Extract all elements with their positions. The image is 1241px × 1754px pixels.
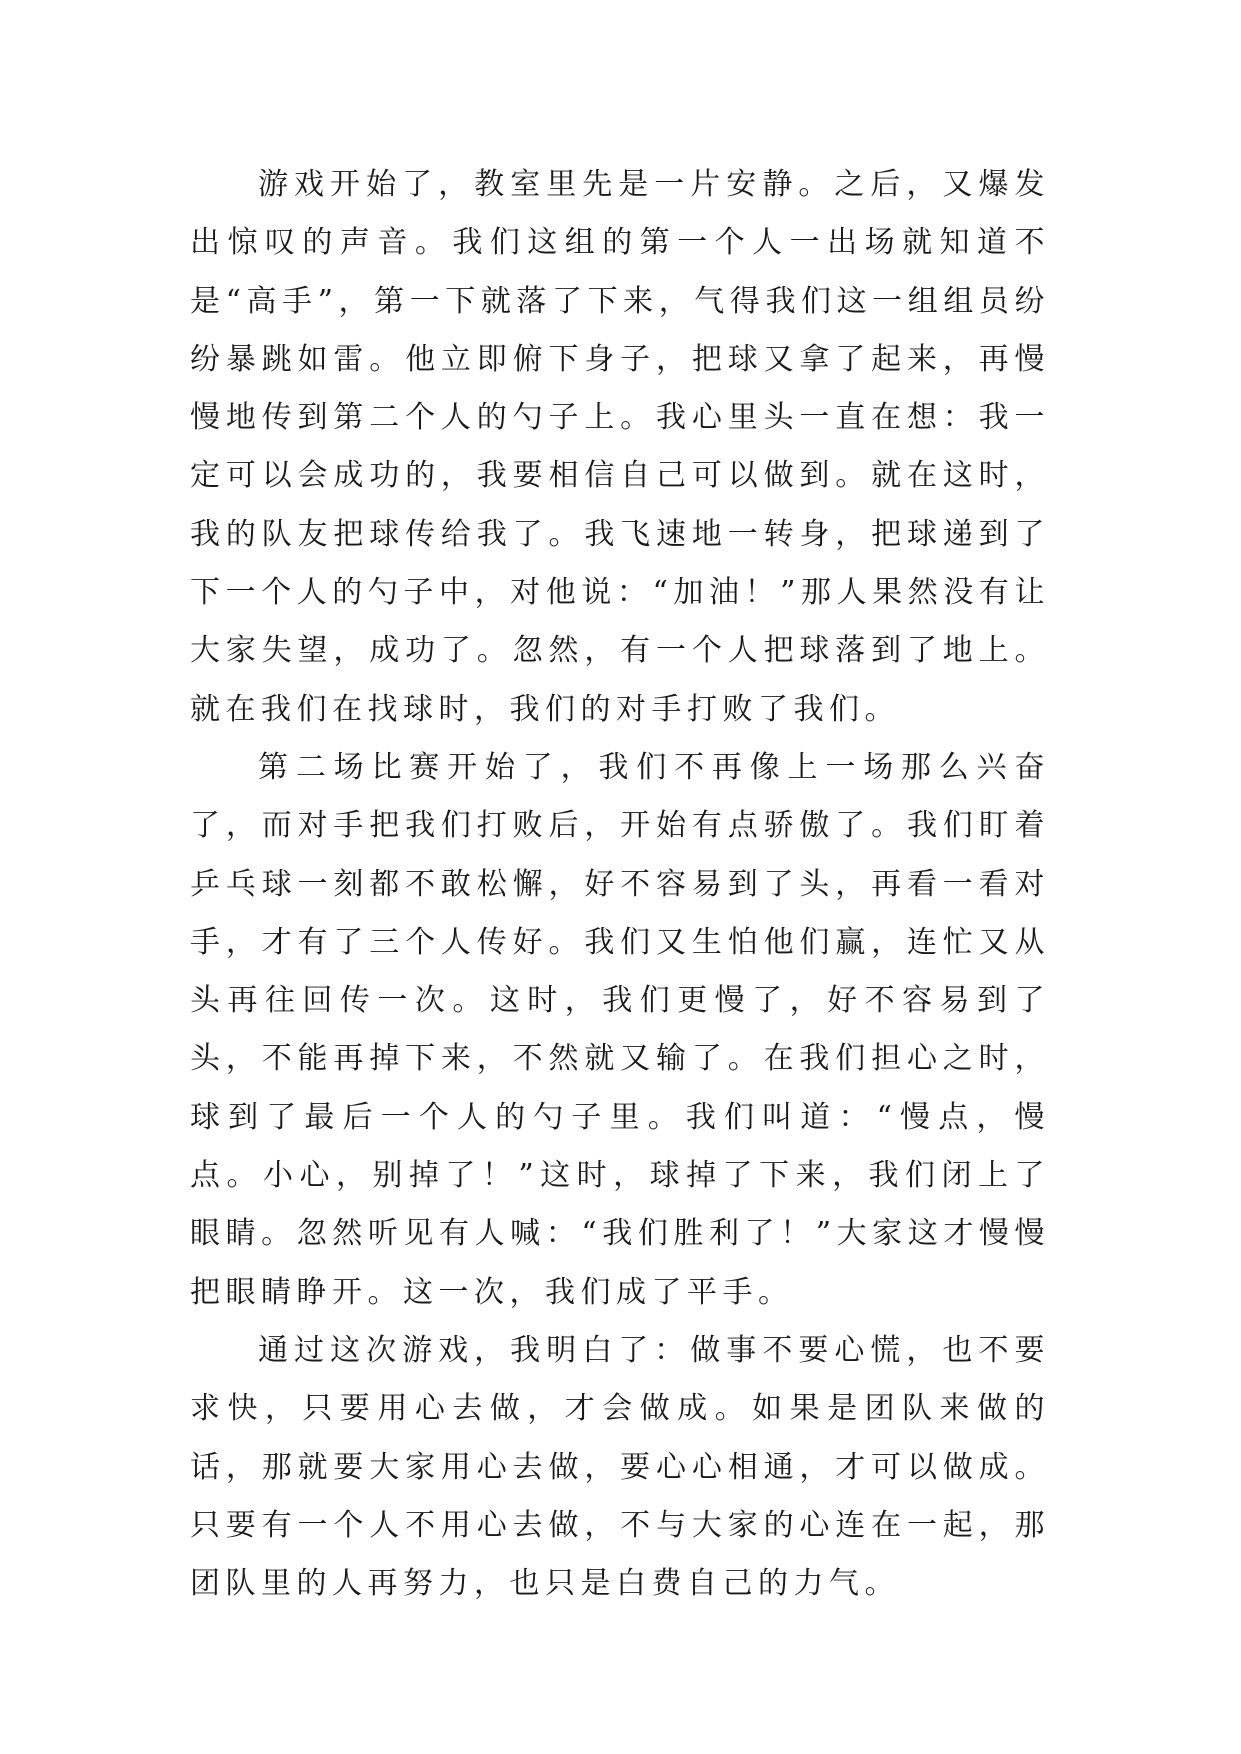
paragraph-3: 通过这次游戏，我明白了：做事不要心慌，也不要求快，只要用心去做，才会做成。如果是团队来做的话，那就要大家用心去做，要心心相通，才可以做成。只要有一个人不用心去做，不与大家的心连在一起，那团队里的人再努力，也只是白费自己的力气。 xyxy=(190,1332,1050,1602)
paragraph-1: 游戏开始了，教室里先是一片安静。之后，又爆发出惊叹的声音。我们这组的第一个人一出场就知道不是“高手”，第一下就落了下来，气得我们这一组组员纷纷暴跳如雷。他立即俯下身子，把球又拿了起来，再慢慢地传到第二个人的勺子上。我心里头一直在想：我一定可以会成功的，我要相信自己可以做到。就在这时，我的队友把球传给我了。我飞速地一转身，把球递到了下一个人的勺子中，对他说：“加油！”那人果然没有让大家失望，成功了。忽然，有一个人把球落到了地上。就在我们在找球时，我们的对手打败了我们。 xyxy=(190,167,1050,727)
paragraph-2: 第二场比赛开始了，我们不再像上一场那么兴奋了，而对手把我们打败后，开始有点骄傲了。我们盯着乒乓球一刻都不敢松懈，好不容易到了头，再看一看对手，才有了三个人传好。我们又生怕他们赢，连忙又从头再往回传一次。这时，我们更慢了，好不容易到了头，不能再掉下来，不然就又输了。在我们担心之时，球到了最后一个人的勺子里。我们叫道：“慢点，慢点。小心，别掉了！”这时，球掉了下来，我们闭上了眼睛。忽然听见有人喊：“我们胜利了！”大家这才慢慢把眼睛睁开。这一次，我们成了平手。 xyxy=(190,749,1050,1310)
document-body xyxy=(190,156,1050,1613)
